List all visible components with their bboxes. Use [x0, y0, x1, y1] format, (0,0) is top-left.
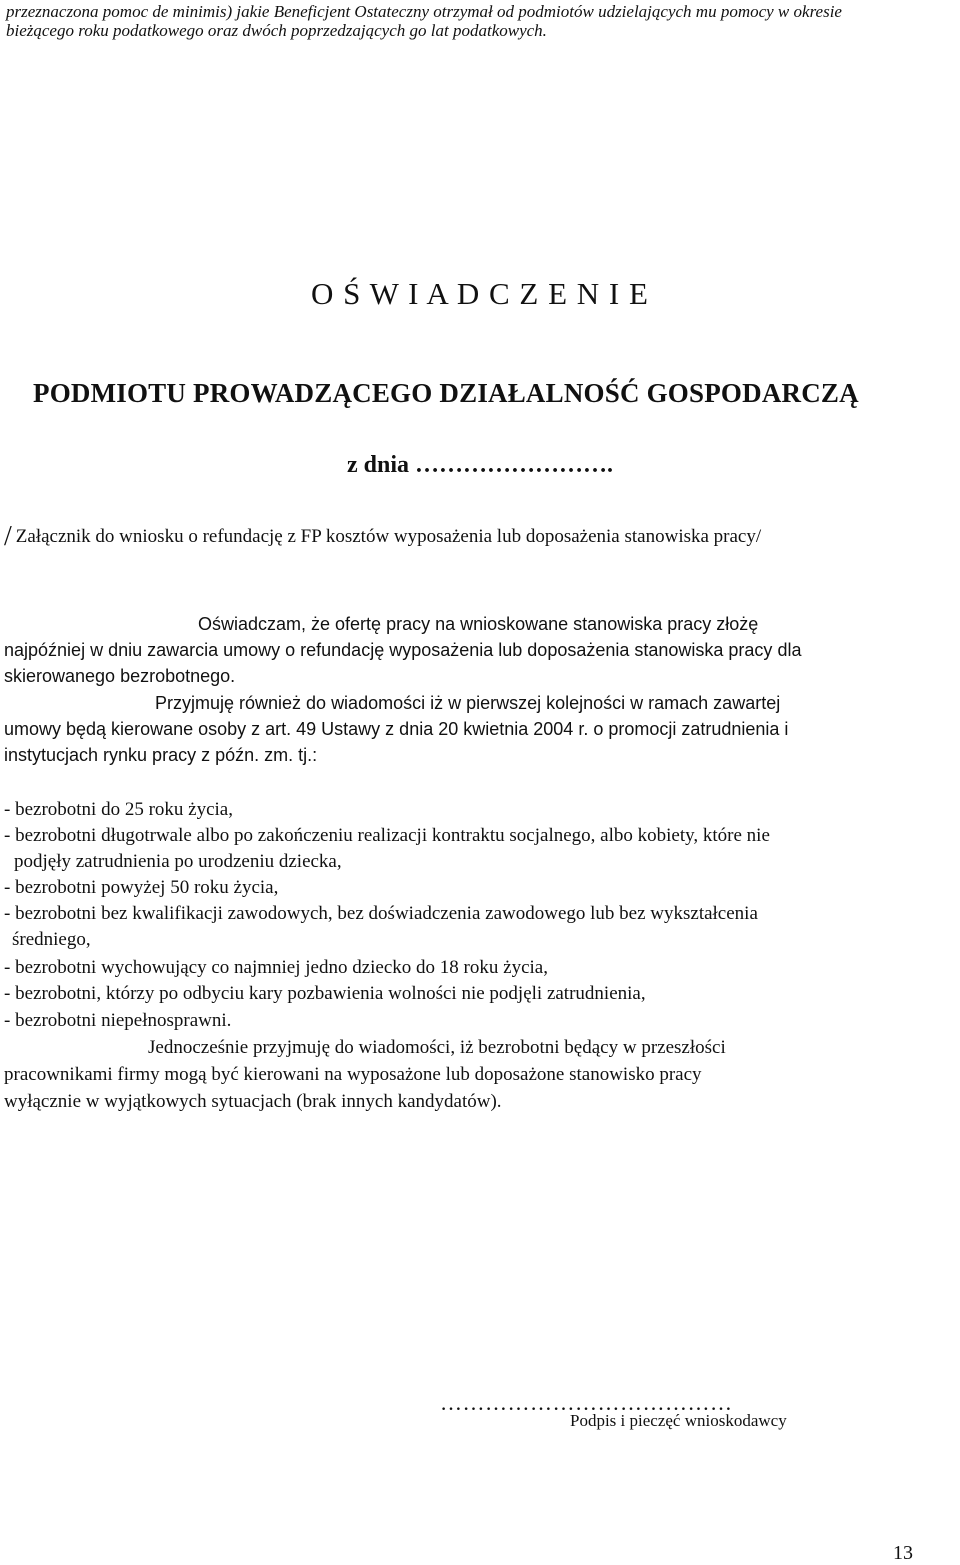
paragraph1-line-1: Oświadczam, że ofertę pracy na wnioskowane stanowiska pracy złożę: [198, 614, 759, 634]
attachment-slash: /: [4, 521, 12, 552]
list-item: - bezrobotni długotrwale albo po zakończeniu realizacji kontraktu socjalnego, albo kobiety, które nie: [4, 825, 770, 846]
paragraph3-line-1: Jednocześnie przyjmuję do wiadomości, iż bezrobotni będący w przeszłości: [148, 1037, 726, 1058]
attachment-note: [4, 521, 761, 553]
signature-line: …………………………………: [440, 1390, 733, 1415]
paragraph1-line-3: skierowanego bezrobotnego.: [4, 666, 236, 686]
list-item: - bezrobotni bez kwalifikacji zawodowych, bez doświadczenia zawodowego lub bez wykształcenia: [4, 903, 758, 924]
page-number: 13: [893, 1542, 913, 1564]
header-note-line-1: przeznaczona pomoc de minimis) jakie Beneficjent Ostateczny otrzymał od podmiotów udzielających mu pomocy w okresie: [6, 2, 842, 21]
list-item: - bezrobotni do 25 roku życia,: [4, 799, 233, 820]
list-item-continuation: średniego,: [12, 929, 91, 950]
paragraph1-line-2: najpóźniej w dniu zawarcia umowy o refundację wyposażenia lub doposażenia stanowiska pracy dla: [4, 640, 802, 660]
list-item: - bezrobotni wychowujący co najmniej jedno dziecko do 18 roku życia,: [4, 957, 548, 978]
list-item: - bezrobotni powyżej 50 roku życia,: [4, 877, 279, 898]
paragraph3-line-2: pracownikami firmy mogą być kierowani na wyposażone lub doposażone stanowisko pracy: [4, 1064, 702, 1085]
list-item-continuation: podjęły zatrudnienia po urodzeniu dziecka,: [14, 851, 342, 872]
paragraph2-line-1: Przyjmuję również do wiadomości iż w pierwszej kolejności w ramach zawartej: [155, 693, 781, 713]
list-item: - bezrobotni niepełnosprawni.: [4, 1010, 232, 1031]
signature-label: Podpis i pieczęć wnioskodawcy: [570, 1411, 787, 1430]
date-line: z dnia …………………….: [346, 452, 613, 478]
paragraph2-line-2: umowy będą kierowane osoby z art. 49 Ustawy z dnia 20 kwietnia 2004 r. o promocji zatrudnienia i: [4, 719, 789, 739]
attachment-text: Załącznik do wniosku o refundację z FP kosztów wyposażenia lub doposażenia stanowiska pracy/: [15, 526, 762, 547]
paragraph3-line-3: wyłącznie w wyjątkowych sytuacjach (brak innych kandydatów).: [4, 1091, 502, 1112]
document-subtitle: PODMIOTU PROWADZĄCEGO DZIAŁALNOŚĆ GOSPODARCZĄ: [33, 378, 859, 408]
document-title: O Ś W I A D C Z E N I E: [311, 276, 649, 311]
paragraph2-line-3: instytucjach rynku pracy z późn. zm. tj.:: [4, 745, 318, 765]
header-note-line-2: bieżącego roku podatkowego oraz dwóch poprzedzających go lat podatkowych.: [6, 21, 547, 40]
list-item: - bezrobotni, którzy po odbyciu kary pozbawienia wolności nie podjęli zatrudnienia,: [4, 983, 646, 1004]
